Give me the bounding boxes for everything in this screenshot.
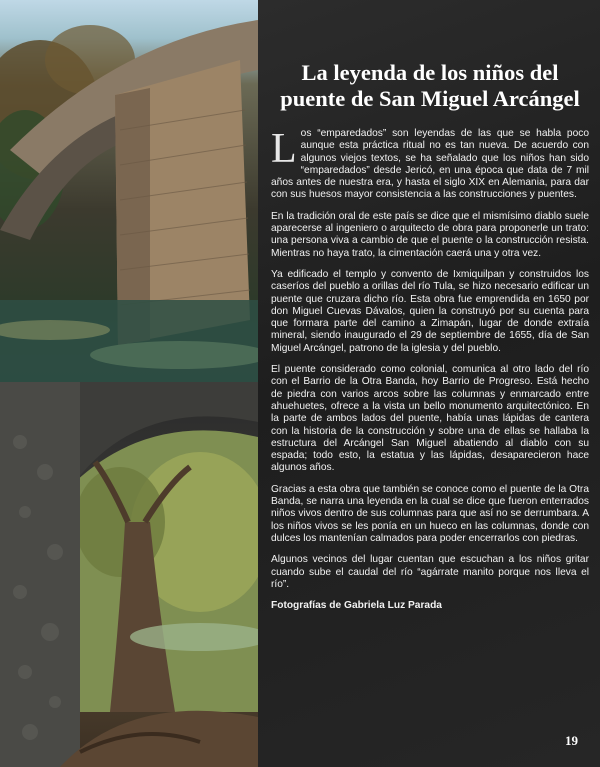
paragraph-1 [271, 128, 589, 202]
paragraph-4: El puente considerado como colonial, comunica al otro lado del río con el Barrio de la Otra Banda, hoy Barrio de Progreso. Está hecho de piedra con varios arcos sobre las columnas y enmarcado entre ahuehuetes, ofrece a la vista un bello monumento arquitectónico. En la parte de ambos lados del puente, había unas lápidas de cantera con la historia de la construcción y sobre una de ellas se hallaba la estructura del Arcángel San Miguel abatiendo al diablo con su espada; todo esto, la estatua y las lápidas, desaparecieron hace algunos años. [271, 364, 589, 474]
page-number: 19 [565, 733, 578, 748]
paragraph-5: Gracias a esta obra que también se conoce como el puente de la Otra Banda, se narra una leyenda en la cual se dice que fueron enterrados niños vivos dentro de sus columnas para que así no se derrumbara. A los niños vivos se les ponía en un hueco en las columnas, donde con dulces los mantenían calmados para poder encerrarlos con piedras. [271, 483, 589, 544]
title-line-1: La leyenda de los niños del [301, 60, 559, 85]
paragraph-2: En la tradición oral de este país se dice que el mismísimo diablo suele aparecerse al ingeniero o arquitecto de obra para proponerle un trato: una persona viva a cambio de que el puente o la construcción resista. Mientras no haya trato, la cimentación caerá una y otra vez. [271, 210, 589, 259]
bridge-photo-bottom [0, 382, 258, 767]
bridge-arch-illustration [0, 0, 258, 382]
article-body [271, 128, 589, 621]
paragraph-3: Ya edificado el templo y convento de Ixmiquilpan y construidos los caseríos del pueblo a orillas del río Tula, se hizo necesario edificar un puente que cruzara dicho río. Esta obra fue emprendida en 1650 por don Miguel Cuevas Dávalos, quien la construyó por su cuenta para que formara parte del camino a Zimapán, lugar de donde extraía mineral, siendo inaugurado el 29 de septiembre de 1655, día de San Miguel Arcángel, patrono de la iglesia y del pueblo. [271, 268, 589, 354]
drop-cap: L [271, 126, 297, 172]
paragraph-1-text: os “emparedados” son leyendas de las que se habla poco aunque esta práctica ritual no es tan nueva. De acuerdo con algunos viejos textos, se ha señalado que los niños han sido “emparedados” desde Jericó, en una época que data de 7 mil años antes de nuestra era, y hasta el siglo XIX en Alemania, para dar con sus huesos mayor consistencia a las construcciones y puentes. [271, 128, 589, 201]
photo-credit: Fotografías de Gabriela Luz Parada [271, 600, 442, 612]
article-title [270, 60, 590, 112]
paragraph-6: Algunos vecinos del lugar cuentan que escuchan a los niños gritar cuando sube el caudal del río “agárrate manito porque nos lleva el río”. [271, 554, 589, 590]
bridge-photo-top [0, 0, 258, 382]
under-arch-illustration [0, 382, 258, 767]
title-line-2: puente de San Miguel Arcángel [280, 86, 580, 111]
